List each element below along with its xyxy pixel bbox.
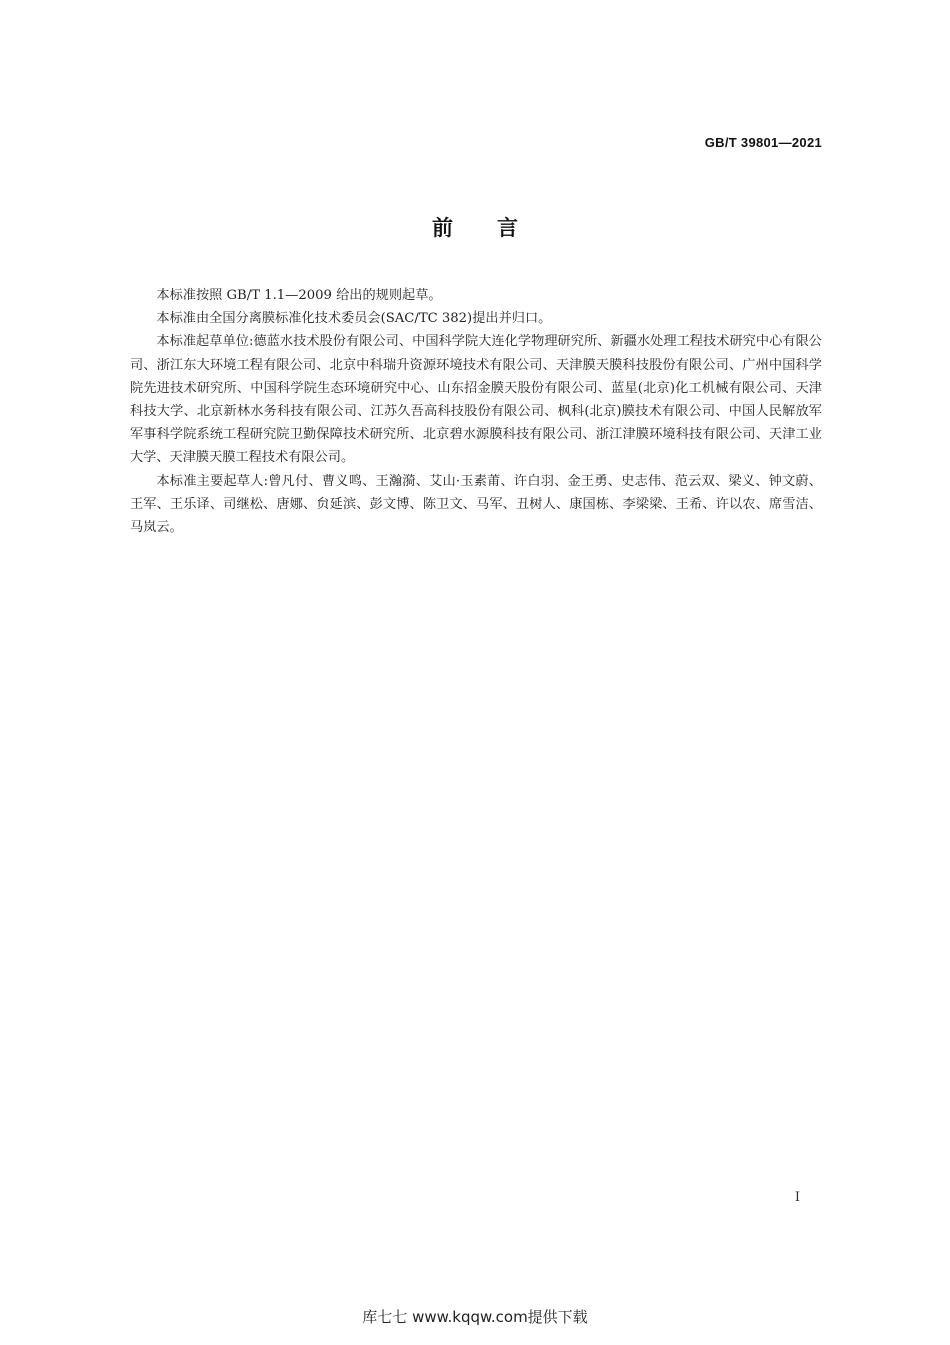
page-title: 前言 [432,216,562,240]
paragraph-drafting-units: 本标准起草单位:德蓝水技术股份有限公司、中国科学院大连化学物理研究所、新疆水处理工程技术研究中心有限公司、浙江东大环境工程有限公司、北京中科瑞升资源环境技术有限公司、天津膜天膜科技股份有限公司、广州中国科学院先进技术研究所、中国科学院生态环境研究中心、山东招金膜天股份有限公司、蓝星(北京)化工机械有限公司、天津科技大学、北京新林水务科技有限公司、江苏久吾高科技股份有限公司、枫科(北京)膜技术有限公司、中国人民解放军军事科学院系统工程研究院卫勤保障技术研究所、北京碧水源膜科技有限公司、浙江津膜环境科技有限公司、天津工业大学、天津膜天膜工程技术有限公司。 [130,334,822,466]
standard-code: GB/T 39801—2021 [704,135,822,150]
footer-watermark: 库七七 www.kqqw.com提供下载 [362,1308,588,1326]
paragraph-main-drafters: 本标准主要起草人:曾凡付、曹义鸣、王瀚漪、艾山·玉素莆、许白羽、金王勇、史志伟、范云双、梁义、钟文蔚、王军、王乐译、司继松、唐娜、贠延滨、彭文博、陈卫文、马军、丑树人、康国栋、李梁梁、王希、许以农、席雪洁、马岚云。 [130,473,822,536]
paragraph-drafting-rules: 本标准按照 GB/T 1.1—2009 给出的规则起草。 [156,288,442,303]
paragraph-proposer: 本标准由全国分离膜标准化技术委员会(SAC/TC 382)提出并归口。 [156,311,552,327]
foreword-body [130,284,822,539]
page-number: I [794,1190,800,1205]
